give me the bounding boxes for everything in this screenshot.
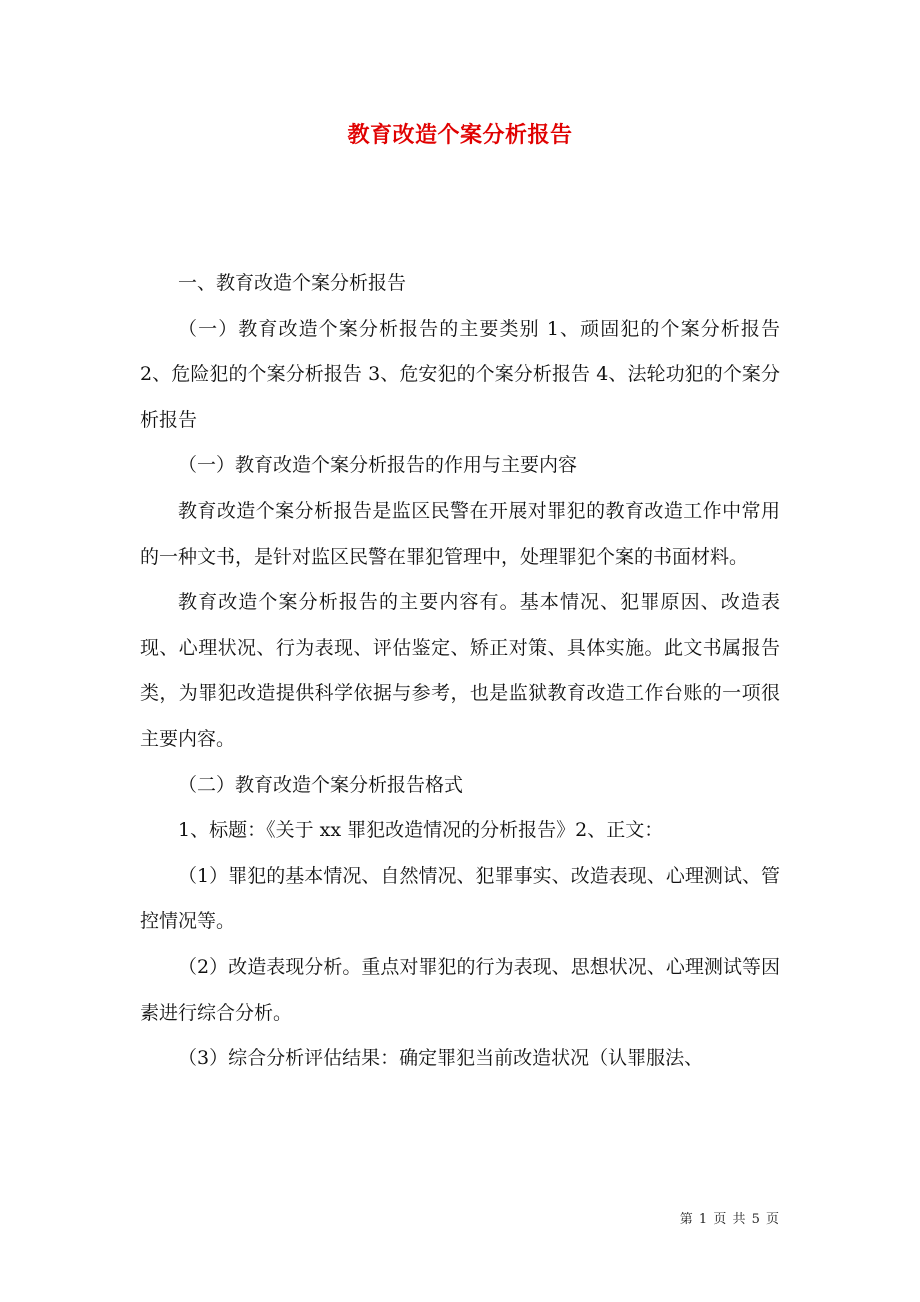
paragraph: （1）罪犯的基本情况、自然情况、犯罪事实、改造表现、心理测试、管控情况等。 [140, 864, 780, 933]
paragraph: 1、标题：《关于 xx 罪犯改造情况的分析报告》2、正文： [178, 819, 664, 842]
document-body [140, 261, 780, 1082]
subsection-heading: （一）教育改造个案分析报告的作用与主要内容 [178, 454, 578, 477]
paragraph: （一）教育改造个案分析报告的主要类别 1、顽固犯的个案分析报告 2、危险犯的个案分析报告 3、危安犯的个案分析报告 4、法轮功犯的个案分析报告 [140, 317, 780, 431]
document-title: 教育改造个案分析报告 [347, 122, 573, 148]
section-heading: 一、教育改造个案分析报告 [178, 272, 407, 294]
paragraph: 教育改造个案分析报告的主要内容有。基本情况、犯罪原因、改造表现、心理状况、行为表现、评估鉴定、矫正对策、具体实施。此文书属报告类，为罪犯改造提供科学依据与参考，也是监狱教育改造工作台账的一项很主要内容。 [140, 591, 780, 750]
paragraph: （2）改造表现分析。重点对罪犯的行为表现、思想状况、心理测试等因素进行综合分析。 [140, 955, 780, 1024]
page-number: 第 1 页 共 5 页 [679, 1212, 780, 1227]
paragraph: （3）综合分析评估结果：确定罪犯当前改造状况（认罪服法、 [178, 1047, 704, 1070]
subsection-heading: （二）教育改造个案分析报告格式 [178, 773, 464, 796]
paragraph: 教育改造个案分析报告是监区民警在开展对罪犯的教育改造工作中常用的一种文书，是针对监区民警在罪犯管理中，处理罪犯个案的书面材料。 [140, 499, 780, 568]
